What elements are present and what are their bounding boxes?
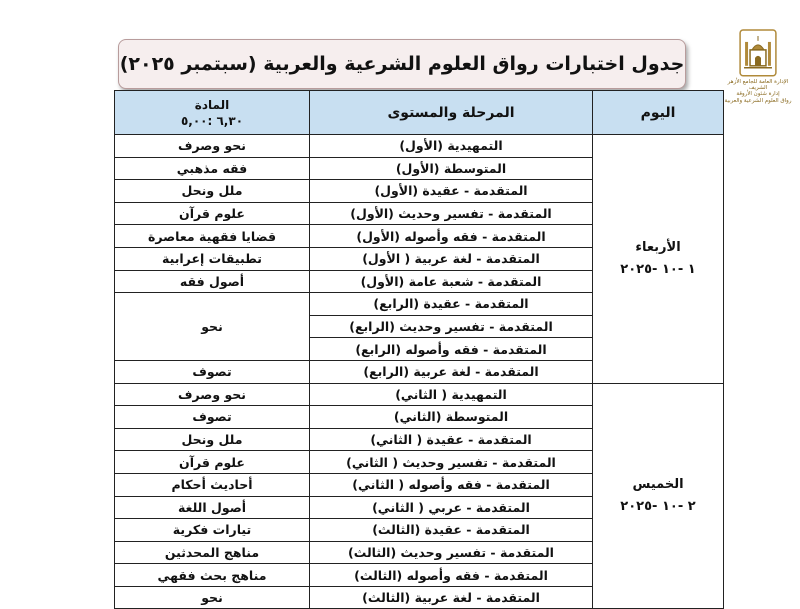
level-cell: المتقدمة - عربي ( الثاني): [310, 496, 593, 519]
logo-caption: [724, 79, 792, 104]
level-cell: المتقدمة - شعبة عامة (الأول): [310, 270, 593, 293]
logo-caption-line: إدارة شئون الأروقة: [736, 91, 780, 98]
subject-cell: تصوف: [115, 406, 310, 429]
title-banner: [118, 39, 686, 89]
subject-cell: قضايا فقهية معاصرة: [115, 225, 310, 248]
table-body: [115, 135, 724, 609]
subject-cell: ملل ونحل: [115, 180, 310, 203]
header-day: اليوم: [593, 91, 724, 135]
level-cell: التمهيدية (الأول): [310, 135, 593, 158]
subject-cell: مناهج المحدثين: [115, 541, 310, 564]
level-cell: المتقدمة - فقه وأصوله (الرابع): [310, 338, 593, 361]
level-cell: المتقدمة - فقه وأصوله (الثالث): [310, 564, 593, 587]
level-cell: المتقدمة - لغة عربية (الرابع): [310, 360, 593, 383]
logo-caption-line: رواق العلوم الشرعية والعربية: [724, 97, 792, 104]
table-row: [115, 135, 724, 158]
day-name: الأربعاء: [635, 239, 681, 255]
subject-cell: علوم قرآن: [115, 202, 310, 225]
subject-cell: نحو وصرف: [115, 383, 310, 406]
subject-cell: تطبيقات إعرابية: [115, 247, 310, 270]
header-time-slot: ٦,٣٠ :٥,٠٠: [180, 113, 244, 128]
level-cell: التمهيدية ( الثاني): [310, 383, 593, 406]
day-date: ٢ -١٠ -٢٠٢٥: [620, 499, 696, 514]
level-cell: المتقدمة - لغة عربية ( الأول): [310, 247, 593, 270]
subject-cell: نحو: [115, 586, 310, 609]
level-cell: المتقدمة - عقيدة ( الثاني): [310, 428, 593, 451]
subject-cell: نحو: [115, 293, 310, 361]
subject-cell: أحاديث أحكام: [115, 473, 310, 496]
table-row: [115, 383, 724, 406]
level-cell: المتقدمة - عقيدة (الرابع): [310, 293, 593, 316]
logo-caption-line: الإدارة العامة للجامع الأزهر الشريف: [727, 78, 789, 92]
level-cell: المتقدمة - عقيدة (الثالث): [310, 519, 593, 542]
subject-cell: علوم قرآن: [115, 451, 310, 474]
level-cell: المتقدمة - لغة عربية (الثالث): [310, 586, 593, 609]
subject-cell: نحو وصرف: [115, 135, 310, 158]
subject-cell: أصول فقه: [115, 270, 310, 293]
table-header-row: [115, 91, 724, 135]
subject-cell: ملل ونحل: [115, 428, 310, 451]
subject-cell: فقه مذهبي: [115, 157, 310, 180]
azhar-logo: [724, 28, 792, 104]
mosque-emblem-icon: [738, 28, 778, 78]
day-name: الخميس: [632, 477, 684, 492]
header-subject-label: المادة: [194, 97, 230, 112]
header-level: المرحلة والمستوى: [310, 91, 593, 135]
subject-cell: مناهج بحث فقهي: [115, 564, 310, 587]
level-cell: المتقدمة - عقيدة (الأول): [310, 180, 593, 203]
page-title: جدول اختبارات رواق العلوم الشرعية والعربية (سبتمبر ٢٠٢٥): [119, 53, 685, 75]
subject-cell: أصول اللغة: [115, 496, 310, 519]
exam-schedule-table: [114, 90, 724, 609]
day-cell: [593, 383, 724, 609]
subject-cell: تصوف: [115, 360, 310, 383]
level-cell: المتقدمة - تفسير وحديث ( الثاني): [310, 451, 593, 474]
level-cell: المتقدمة - تفسير وحديث (الرابع): [310, 315, 593, 338]
level-cell: المتوسطة (الثاني): [310, 406, 593, 429]
level-cell: المتوسطة (الأول): [310, 157, 593, 180]
level-cell: المتقدمة - تفسير وحديث (الثالث): [310, 541, 593, 564]
level-cell: المتقدمة - فقه وأصوله (الأول): [310, 225, 593, 248]
level-cell: المتقدمة - تفسير وحديث (الأول): [310, 202, 593, 225]
day-date: ١ -١٠ -٢٠٢٥: [620, 261, 696, 277]
subject-cell: تيارات فكرية: [115, 519, 310, 542]
day-cell: [593, 135, 724, 384]
level-cell: المتقدمة - فقه وأصوله ( الثاني): [310, 473, 593, 496]
header-subject: [115, 91, 310, 135]
